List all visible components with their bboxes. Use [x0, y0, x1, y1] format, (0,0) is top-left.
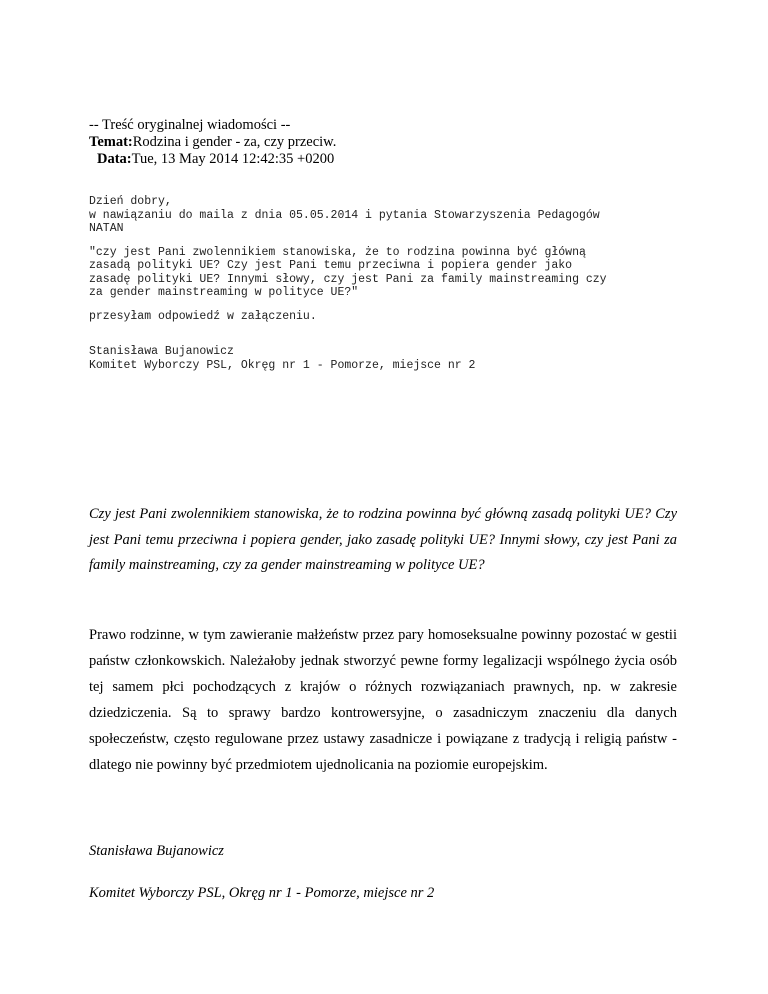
document-question: Czy jest Pani zwolennikiem stanowiska, że to rodzina powinna być główną zasadą polityki UE? Czy jest Pani temu przeciwna i popiera gender, jako zasadę polityki UE? Innymi słowy, czy jest Pani za family mainstreaming, czy za gender mainstreaming w polityce UE?	[89, 506, 677, 573]
email-signature: Stanisława Bujanowicz Komitet Wyborczy PSL, Okręg nr 1 - Pomorze, miejsce nr 2	[89, 345, 476, 372]
document-answer: Prawo rodzinne, w tym zawieranie małżeństw przez pary homoseksualne powinny pozostać w gestii państw członkowskich. Należałoby jednak stworzyć pewne formy legalizacji wspólnego życia osób tej samem płci pochodzących z krajów o różnych rozwiązaniach prawnych, np. w zakresie dziedziczenia. Są to sprawy bardzo kontrowersyjne, o zasadniczym znaczeniu dla danych społeczeństw, często regulowane przez ustawy zasadnicze i powiązane z tradycją i religią państw - dlatego nie powinny być przedmiotem ujednolicania na poziomie europejskim.	[89, 627, 677, 773]
date-line	[89, 151, 336, 168]
email-attachment-note: przesyłam odpowiedź w załączeniu.	[89, 309, 317, 323]
document-signature-org: Komitet Wyborczy PSL, Okręg nr 1 - Pomorze, miejsce nr 2	[89, 885, 435, 901]
date-label: Data:	[97, 151, 132, 167]
email-greeting: Dzień dobry, w nawiązaniu do maila z dnia 05.05.2014 i pytania Stowarzyszenia Pedagogów NATAN	[89, 195, 600, 235]
date-value: Tue, 13 May 2014 12:42:35 +0200	[131, 151, 335, 167]
original-message-intro: -- Treść oryginalnej wiadomości --	[89, 117, 291, 133]
email-quoted-question: "czy jest Pani zwolennikiem stanowiska, że to rodzina powinna być główną zasadą polityki UE? Czy jest Pani temu przeciwna i popiera gender jako zasadę polityki UE? Innymi słowy, czy jest Pani za family mainstreaming czy za gender mainstreaming w polityce UE?"	[89, 245, 607, 299]
email-header	[89, 117, 336, 168]
email-body	[89, 195, 729, 382]
subject-line	[89, 134, 336, 151]
document-signature-name: Stanisława Bujanowicz	[89, 843, 224, 859]
subject-value: Rodzina i gender - za, czy przeciw.	[132, 134, 337, 150]
subject-label: Temat:	[89, 134, 133, 150]
